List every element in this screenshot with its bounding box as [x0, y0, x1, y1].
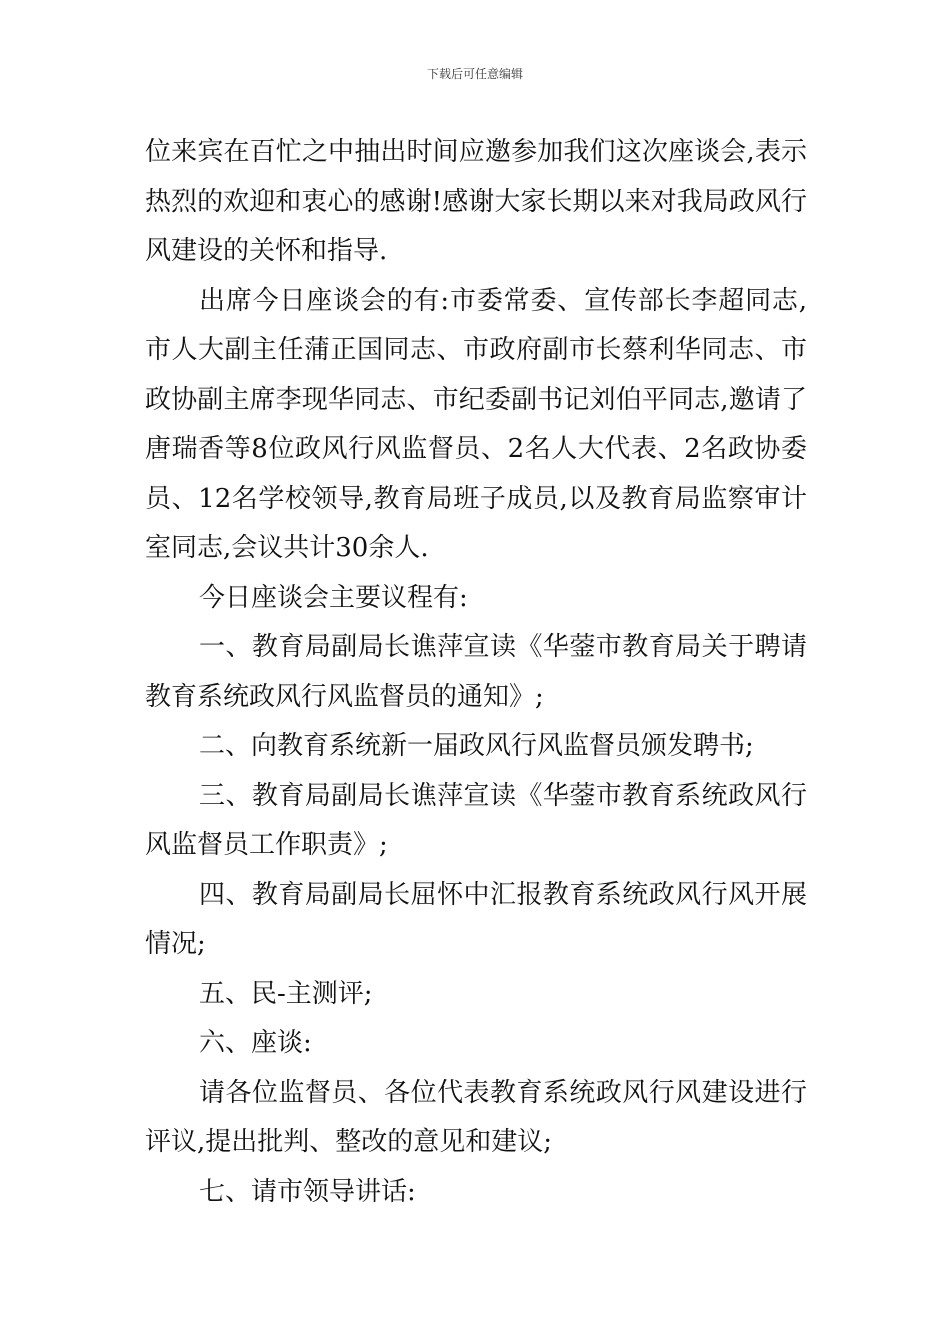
agenda-item-2: 二、向教育系统新一届政风行风监督员颁发聘书;: [199, 731, 754, 761]
page-header-watermark: 下载后可任意编辑: [426, 67, 523, 81]
paragraph-agenda-intro: 今日座谈会主要议程有:: [199, 582, 468, 613]
agenda-item-4: 四、教育局副局长屈怀中汇报教育系统政风行风开展情况;: [145, 879, 807, 959]
agenda-item-7: 七、请市领导讲话:: [199, 1176, 416, 1207]
agenda-item-1: 一、教育局副局长谯萍宣读《华蓥市教育局关于聘请教育系统政风行风监督员的通知》;: [145, 632, 807, 712]
document-body: [145, 128, 807, 1217]
agenda-item-3: 三、教育局副局长谯萍宣读《华蓥市教育系统政风行风监督员工作职责》;: [145, 780, 807, 860]
paragraph-attendees: 出席今日座谈会的有:市委常委、宣传部长李超同志,市人大副主任蒲正国同志、市政府副市长蔡利华同志、市政协副主席李现华同志、市纪委副书记刘伯平同志,邀请了唐瑞香等8位政风行风监督员、2名人大代表、2名政协委员、12名学校领导,教育局班子成员,以及教育局监察审计室同志,会议共计30余人.: [145, 285, 807, 563]
agenda-item-6-detail: 请各位监督员、各位代表教育系统政风行风建设进行评议,提出批判、整改的意见和建议;: [145, 1077, 807, 1157]
agenda-item-6: 六、座谈:: [199, 1028, 312, 1058]
paragraph-welcome: 位来宾在百忙之中抽出时间应邀参加我们这次座谈会,表示热烈的欢迎和衷心的感谢!感谢大家长期以来对我局政风行风建设的关怀和指导.: [145, 137, 807, 266]
agenda-item-5: 五、民-主测评;: [199, 978, 373, 1009]
